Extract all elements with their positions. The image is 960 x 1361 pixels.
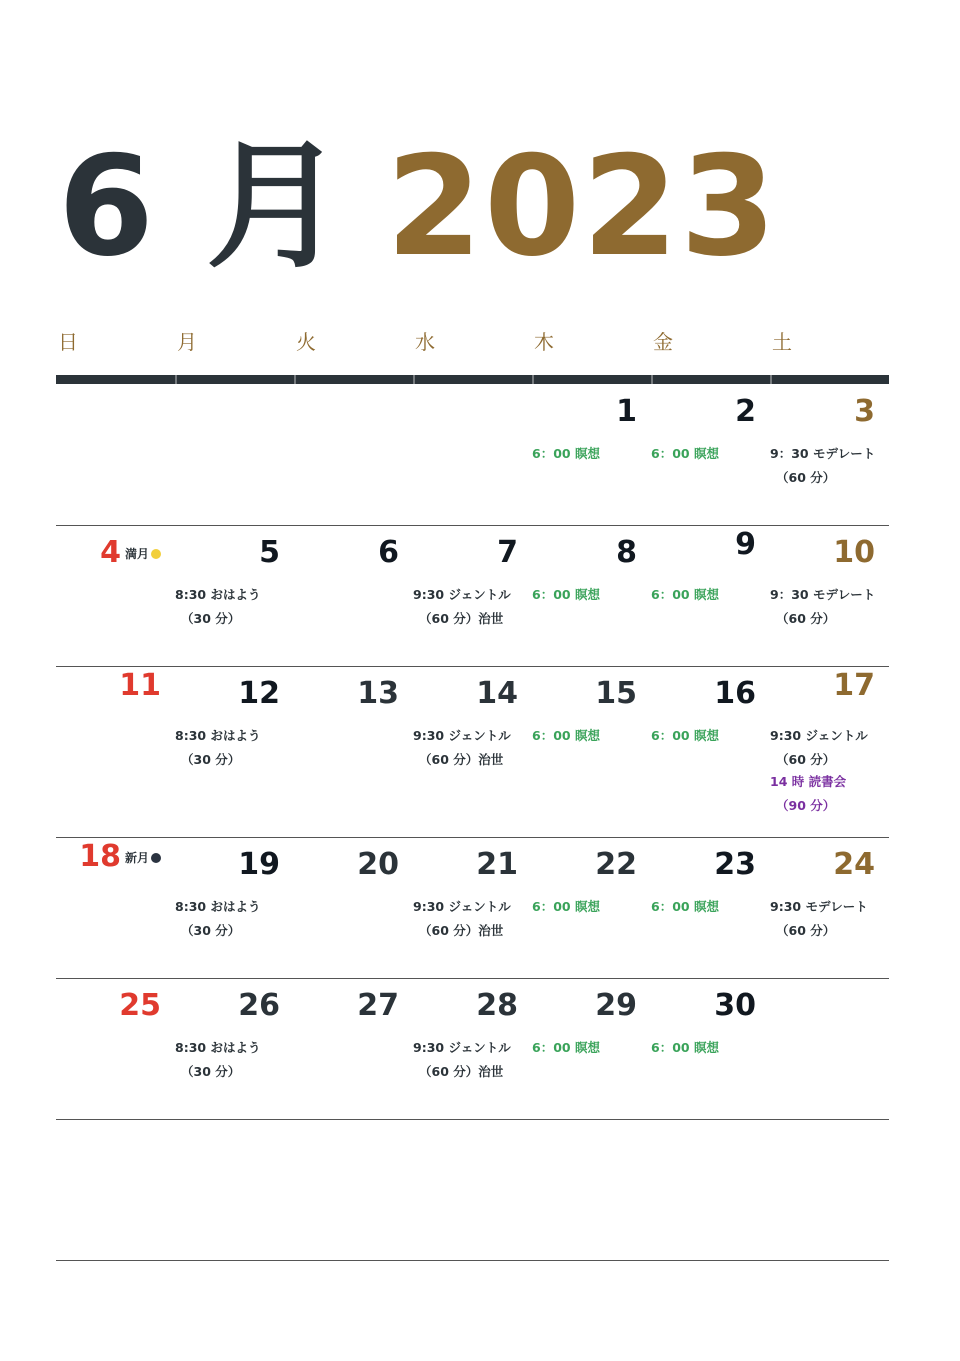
day-number-text: 10 [833, 535, 875, 570]
weekday-header [56, 326, 889, 356]
day-number [476, 848, 518, 882]
column-tick [413, 375, 415, 384]
event-duration: （60 分）治世 [419, 1064, 504, 1079]
day-cell [56, 979, 175, 1120]
day-cell [651, 385, 770, 526]
day-number-text: 2 [735, 394, 756, 429]
day-number-text: 17 [833, 668, 875, 703]
calendar-event [651, 586, 719, 604]
header-rule [56, 375, 889, 384]
event-duration: （60 分） [776, 470, 836, 485]
day-number-text: 4 [100, 535, 121, 570]
calendar-event [532, 586, 600, 604]
day-cell [532, 526, 651, 667]
calendar-event [413, 1039, 511, 1081]
day-number [476, 989, 518, 1023]
weekday-label: 木 [534, 330, 554, 354]
day-cell [175, 667, 294, 838]
event-time-title: 9:30 ジェントル [413, 1040, 511, 1055]
day-cell [56, 526, 175, 667]
day-number [119, 989, 161, 1023]
new-moon-icon [151, 853, 161, 863]
calendar-event [770, 727, 868, 769]
event-time-title: 6：00 瞑想 [532, 728, 600, 743]
event-time-title: 6：00 瞑想 [651, 587, 719, 602]
day-number [833, 536, 875, 570]
event-time-title: 6：00 瞑想 [651, 446, 719, 461]
day-number [497, 536, 518, 570]
day-cell [175, 526, 294, 667]
event-time-title: 14 時 読書会 [770, 774, 847, 789]
event-time-title: 6：00 瞑想 [651, 728, 719, 743]
day-cell [175, 838, 294, 979]
calendar-event [175, 727, 260, 769]
day-cell [56, 385, 175, 526]
full-moon-icon [151, 549, 161, 559]
day-cell [532, 667, 651, 838]
day-number-text: 29 [595, 988, 637, 1023]
day-cell [770, 1120, 889, 1261]
day-cell [413, 838, 532, 979]
title-month: 6 月 [58, 126, 347, 287]
event-duration: （90 分） [776, 798, 836, 813]
day-number [100, 536, 161, 571]
day-number-text: 8 [616, 535, 637, 570]
day-cell [651, 838, 770, 979]
event-time-title: 8:30 おはよう [175, 728, 261, 743]
calendar-event [770, 773, 846, 815]
day-number [616, 536, 637, 570]
day-cell [413, 1120, 532, 1261]
week-row [56, 667, 889, 838]
day-number [854, 395, 875, 429]
day-number-text: 19 [238, 847, 280, 882]
day-number [357, 989, 399, 1023]
event-time-title: 6：00 瞑想 [532, 1040, 600, 1055]
day-number-text: 13 [357, 676, 399, 711]
event-time-title: 9：30 モデレート [770, 587, 876, 602]
calendar-event [413, 727, 511, 769]
day-cell [770, 526, 889, 667]
event-time-title: 9:30 ジェントル [413, 899, 511, 914]
weekday-label: 土 [772, 330, 792, 354]
day-cell [770, 667, 889, 838]
day-number [595, 989, 637, 1023]
event-duration: （60 分）治世 [419, 752, 504, 767]
column-tick [651, 375, 653, 384]
day-number-text: 20 [357, 847, 399, 882]
calendar-event [175, 586, 260, 628]
moon-phase-label: 満月 [124, 546, 149, 561]
day-number [714, 848, 756, 882]
event-time-title: 9:30 ジェントル [413, 587, 511, 602]
calendar-event [532, 727, 600, 745]
day-cell [532, 385, 651, 526]
day-number-text: 11 [119, 668, 161, 703]
day-cell [175, 979, 294, 1120]
day-number [259, 536, 280, 570]
week-divider [56, 1260, 889, 1261]
event-time-title: 8:30 おはよう [175, 899, 261, 914]
calendar-event [651, 898, 719, 916]
day-number-text: 28 [476, 988, 518, 1023]
day-number [616, 395, 637, 429]
day-number [833, 848, 875, 882]
weekday-label: 金 [653, 330, 673, 354]
day-number-text: 27 [357, 988, 399, 1023]
day-number [735, 528, 756, 562]
day-cell [294, 1120, 413, 1261]
day-number [79, 840, 161, 875]
calendar-event [532, 898, 600, 916]
day-cell [770, 979, 889, 1120]
event-time-title: 8:30 おはよう [175, 1040, 261, 1055]
day-number-text: 3 [854, 394, 875, 429]
day-cell [651, 979, 770, 1120]
event-time-title: 9：30 モデレート [770, 446, 876, 461]
calendar-event [770, 445, 875, 487]
day-cell [56, 1120, 175, 1261]
week-row [56, 838, 889, 979]
column-tick [294, 375, 296, 384]
day-number-text: 1 [616, 394, 637, 429]
day-number [595, 677, 637, 711]
weekday-label: 月 [177, 330, 197, 354]
day-number-text: 9 [735, 527, 756, 562]
day-cell [770, 385, 889, 526]
title-year: 2023 [386, 126, 779, 287]
day-number-text: 23 [714, 847, 756, 882]
day-number-text: 26 [238, 988, 280, 1023]
calendar-event [532, 1039, 600, 1057]
calendar-event [413, 898, 511, 940]
day-cell [770, 838, 889, 979]
week-row [56, 385, 889, 526]
weekday-label: 日 [58, 330, 78, 354]
day-number [357, 677, 399, 711]
day-cell [413, 667, 532, 838]
calendar-event [175, 898, 260, 940]
day-number-text: 14 [476, 676, 518, 711]
day-cell [532, 979, 651, 1120]
day-number-text: 5 [259, 535, 280, 570]
day-number-text: 25 [119, 988, 161, 1023]
day-cell [56, 838, 175, 979]
weekday-label: 火 [296, 330, 316, 354]
day-cell [413, 526, 532, 667]
day-cell [651, 1120, 770, 1261]
day-number-text: 30 [714, 988, 756, 1023]
day-cell [56, 667, 175, 838]
weekday-label: 水 [415, 330, 435, 354]
event-duration: （60 分） [776, 611, 836, 626]
day-cell [651, 526, 770, 667]
day-number-text: 22 [595, 847, 637, 882]
event-duration: （30 分） [181, 1064, 241, 1079]
week-row [56, 526, 889, 667]
column-tick [532, 375, 534, 384]
day-number [378, 536, 399, 570]
day-number-text: 24 [833, 847, 875, 882]
moon-phase-label: 新月 [124, 850, 149, 865]
day-number [238, 677, 280, 711]
event-time-title: 9:30 ジェントル [770, 728, 868, 743]
calendar-event [175, 1039, 260, 1081]
event-time-title: 9:30 モデレート [770, 899, 868, 914]
day-number-text: 7 [497, 535, 518, 570]
day-number [833, 669, 875, 703]
day-cell [294, 979, 413, 1120]
day-cell [532, 1120, 651, 1261]
day-number [714, 989, 756, 1023]
day-number [735, 395, 756, 429]
day-cell [651, 667, 770, 838]
event-duration: （60 分）治世 [419, 923, 504, 938]
day-number [714, 677, 756, 711]
day-cell [294, 838, 413, 979]
day-number-text: 18 [79, 839, 121, 874]
calendar-event [770, 898, 868, 940]
day-number [119, 669, 161, 703]
day-cell [294, 385, 413, 526]
event-duration: （60 分） [776, 752, 836, 767]
day-number-text: 12 [238, 676, 280, 711]
event-time-title: 6：00 瞑想 [532, 446, 600, 461]
event-duration: （60 分）治世 [419, 611, 504, 626]
calendar-event [413, 586, 511, 628]
calendar-event [651, 727, 719, 745]
day-cell [532, 838, 651, 979]
event-time-title: 8:30 おはよう [175, 587, 261, 602]
column-tick [175, 375, 177, 384]
day-number [238, 848, 280, 882]
calendar-event [651, 445, 719, 463]
calendar-title [58, 96, 779, 287]
day-number-text: 15 [595, 676, 637, 711]
event-time-title: 9:30 ジェントル [413, 728, 511, 743]
day-cell [294, 667, 413, 838]
event-duration: （60 分） [776, 923, 836, 938]
day-number [595, 848, 637, 882]
event-time-title: 6：00 瞑想 [532, 587, 600, 602]
calendar-event [770, 586, 875, 628]
day-number-text: 6 [378, 535, 399, 570]
day-cell [413, 385, 532, 526]
day-cell [413, 979, 532, 1120]
event-time-title: 6：00 瞑想 [651, 1040, 719, 1055]
calendar-event [651, 1039, 719, 1057]
event-duration: （30 分） [181, 611, 241, 626]
day-number-text: 16 [714, 676, 756, 711]
event-duration: （30 分） [181, 752, 241, 767]
event-time-title: 6：00 瞑想 [532, 899, 600, 914]
event-duration: （30 分） [181, 923, 241, 938]
day-number-text: 21 [476, 847, 518, 882]
day-number [238, 989, 280, 1023]
event-time-title: 6：00 瞑想 [651, 899, 719, 914]
column-tick [770, 375, 772, 384]
day-number [357, 848, 399, 882]
week-row [56, 1120, 889, 1261]
day-number [476, 677, 518, 711]
calendar-event [532, 445, 600, 463]
day-cell [175, 1120, 294, 1261]
day-cell [294, 526, 413, 667]
week-row [56, 979, 889, 1120]
day-cell [175, 385, 294, 526]
